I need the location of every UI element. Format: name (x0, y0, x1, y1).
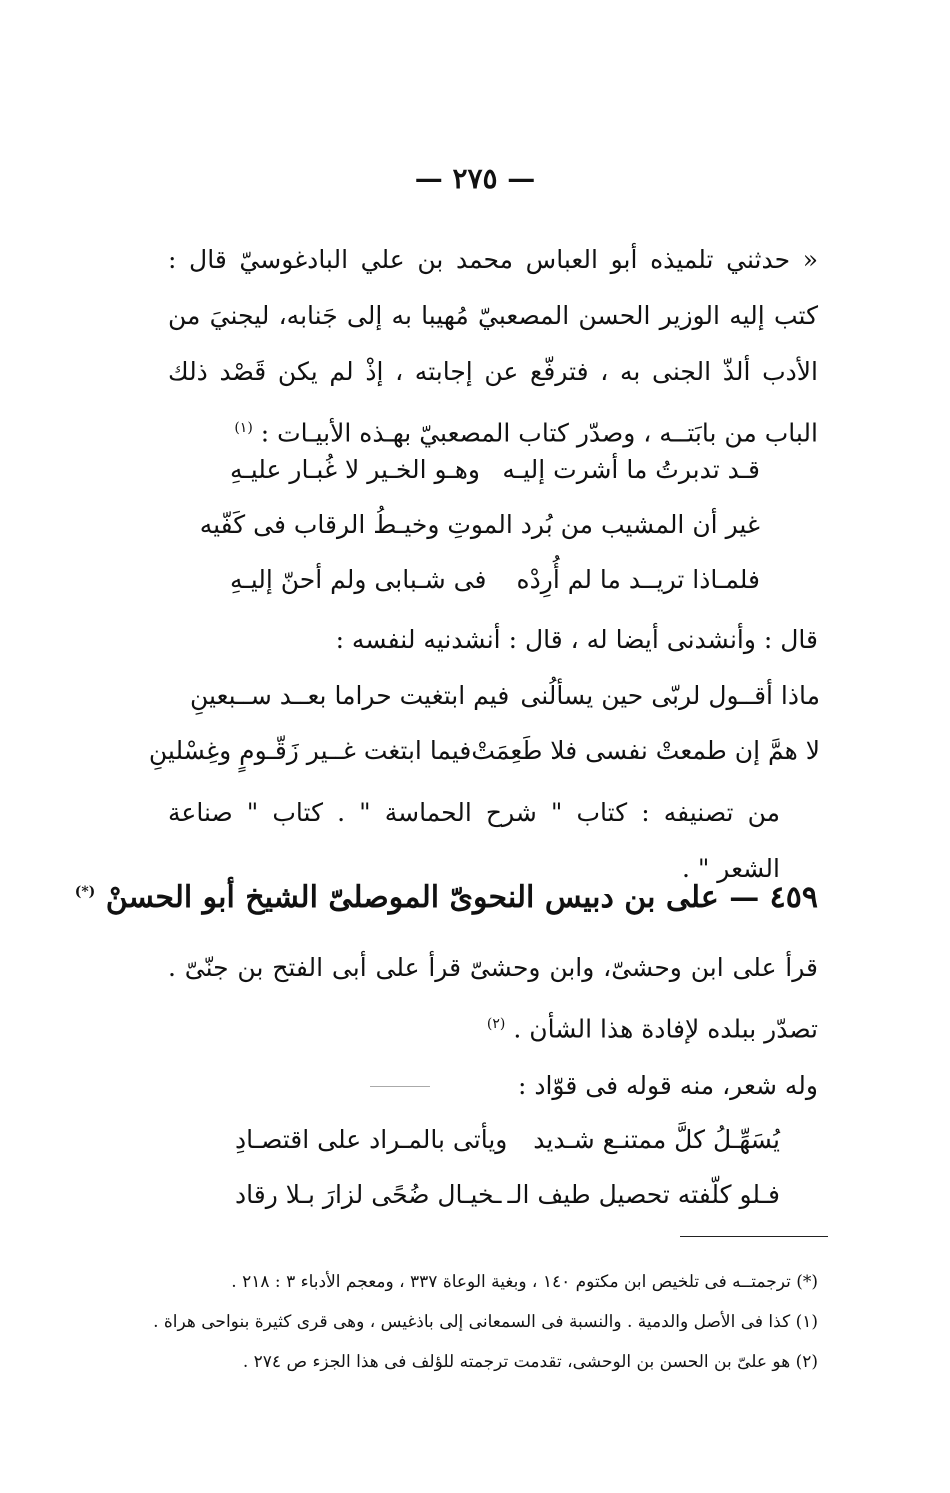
verse-first-hemistich: ماذا أقــول لربّى حين يسألُنى (520, 681, 820, 710)
intro-2: قال : وأنشدنى أيضا له ، قال : أنشدنيه لنفسه : (335, 625, 818, 654)
verse-first-hemistich: غير أن المشيب من بُرد المو (470, 510, 760, 539)
verse-second-hemistich: فى شـبابى ولم أحنّ إليـهِ (230, 565, 487, 594)
verse-second-hemistich: تِ وخيـطُ الرقاب فى كَفّيه (199, 510, 471, 539)
entry-heading-text: ٤٥٩ — على بن دبيس النحوىّ الموصلىّ الشيخ أبو الحسنْ (105, 880, 818, 915)
verse-line (235, 1167, 780, 1222)
verse-second-hemistich: فيما ابتغت غــير زَقّـومٍ وغِسْلينِ (148, 736, 472, 765)
footnote-marker-1: (١) (234, 420, 253, 436)
verse-second-hemistich: فيم ابتغيت حراما بعــد ســبعينِ (190, 681, 510, 710)
verse-line (190, 668, 820, 723)
verse-second-hemistich: ـخيـال ضُحًى لزارَ بـلا رقاد (235, 1180, 502, 1209)
verse-second-hemistich: وهـو الخـير لا غُبـار عليـهِ (230, 455, 480, 484)
intro-paragraph-text: « حدثني تلميذه أبو العباس محمد بن علي البادغوسيّ قال : كتب إليه الوزير الحسن المصعبيّ مُهيبا به إلى جَنابه، ليجنيَ من الأدب ألذّ الجنى به ، فترفّع عن إجابته ، إذْ لم يكن قَصْد ذلك الباب من بابَتــه ، وصدّر كتاب المصعبيّ بهـذه الأبيـات : (168, 245, 818, 448)
verse-line (230, 552, 760, 607)
footnotes (153, 1262, 818, 1382)
verse-first-hemistich: لا همَّ إن طمعتْ نفسى فلا طَعِمَتْ (471, 736, 820, 765)
verse-line (235, 1112, 780, 1167)
intro-3-block (168, 1058, 818, 1114)
works-line: من تصنيفه : كتاب " شرح الحماسة " . كتاب " صناعة الشعر " . (168, 798, 780, 883)
verse-line (230, 442, 760, 497)
verse-first-hemistich: قـد تدبرتُ ما أشرت إليـه (502, 455, 760, 484)
intro-paragraph (168, 232, 818, 461)
entry-paragraph-block (168, 940, 818, 1057)
poem-3 (235, 1112, 780, 1222)
entry-paragraph-text: قرأ على ابن وحشىّ، وابن وحشىّ قرأ على أبى الفتح بن جنّىّ . تصدّر ببلده لإفادة هذا الشأن . (168, 953, 818, 1044)
verse-first-hemistich: يُسَهِّـلُ كلَّ ممتنـع شـديد (533, 1125, 780, 1154)
poem-2 (148, 668, 820, 778)
footnote: (٢) هو علىّ بن الحسن بن الوحشى، تقدمت ترجمته للؤلف فى هذا الجزء ص ٢٧٤ . (242, 1352, 818, 1372)
verse-line (148, 723, 820, 778)
footnote: (١) كذا فى الأصل والدمية . والنسبة فى السمعانى إلى باذغيس ، وهى قرى كثيرة بنواحى هراة . (153, 1312, 818, 1332)
poem-1 (199, 442, 760, 607)
footnote: (*) ترجمتــه فى تلخيص ابن مكتوم ١٤٠ ، وبغية الوعاة ٣٣٧ ، ومعجم الأدباء ٣ : ٢١٨ . (231, 1272, 818, 1292)
verse-first-hemistich: فـلو كلّفته تحصيل طيف الـ (507, 1180, 780, 1209)
intro-paragraph-block (168, 232, 818, 461)
intro-2-block (168, 612, 818, 668)
verse-second-hemistich: ويأتى بالمـراد على اقتصـادِ (235, 1125, 508, 1154)
verse-first-hemistich: فلمـاذا تريــد ما لم أُرِدْه (516, 565, 760, 594)
page-number: — ٢٧٥ — (414, 162, 536, 195)
footnote-marker-2: (٢) (486, 1016, 506, 1032)
entry-paragraph (168, 940, 818, 1057)
verse-line (199, 497, 760, 552)
footnote-divider (680, 1236, 828, 1237)
entry-heading (74, 880, 818, 915)
heading-footnote-marker: (*) (74, 884, 96, 900)
intro-3: وله شعر، منه قوله فى قوّاد : (517, 1071, 818, 1100)
